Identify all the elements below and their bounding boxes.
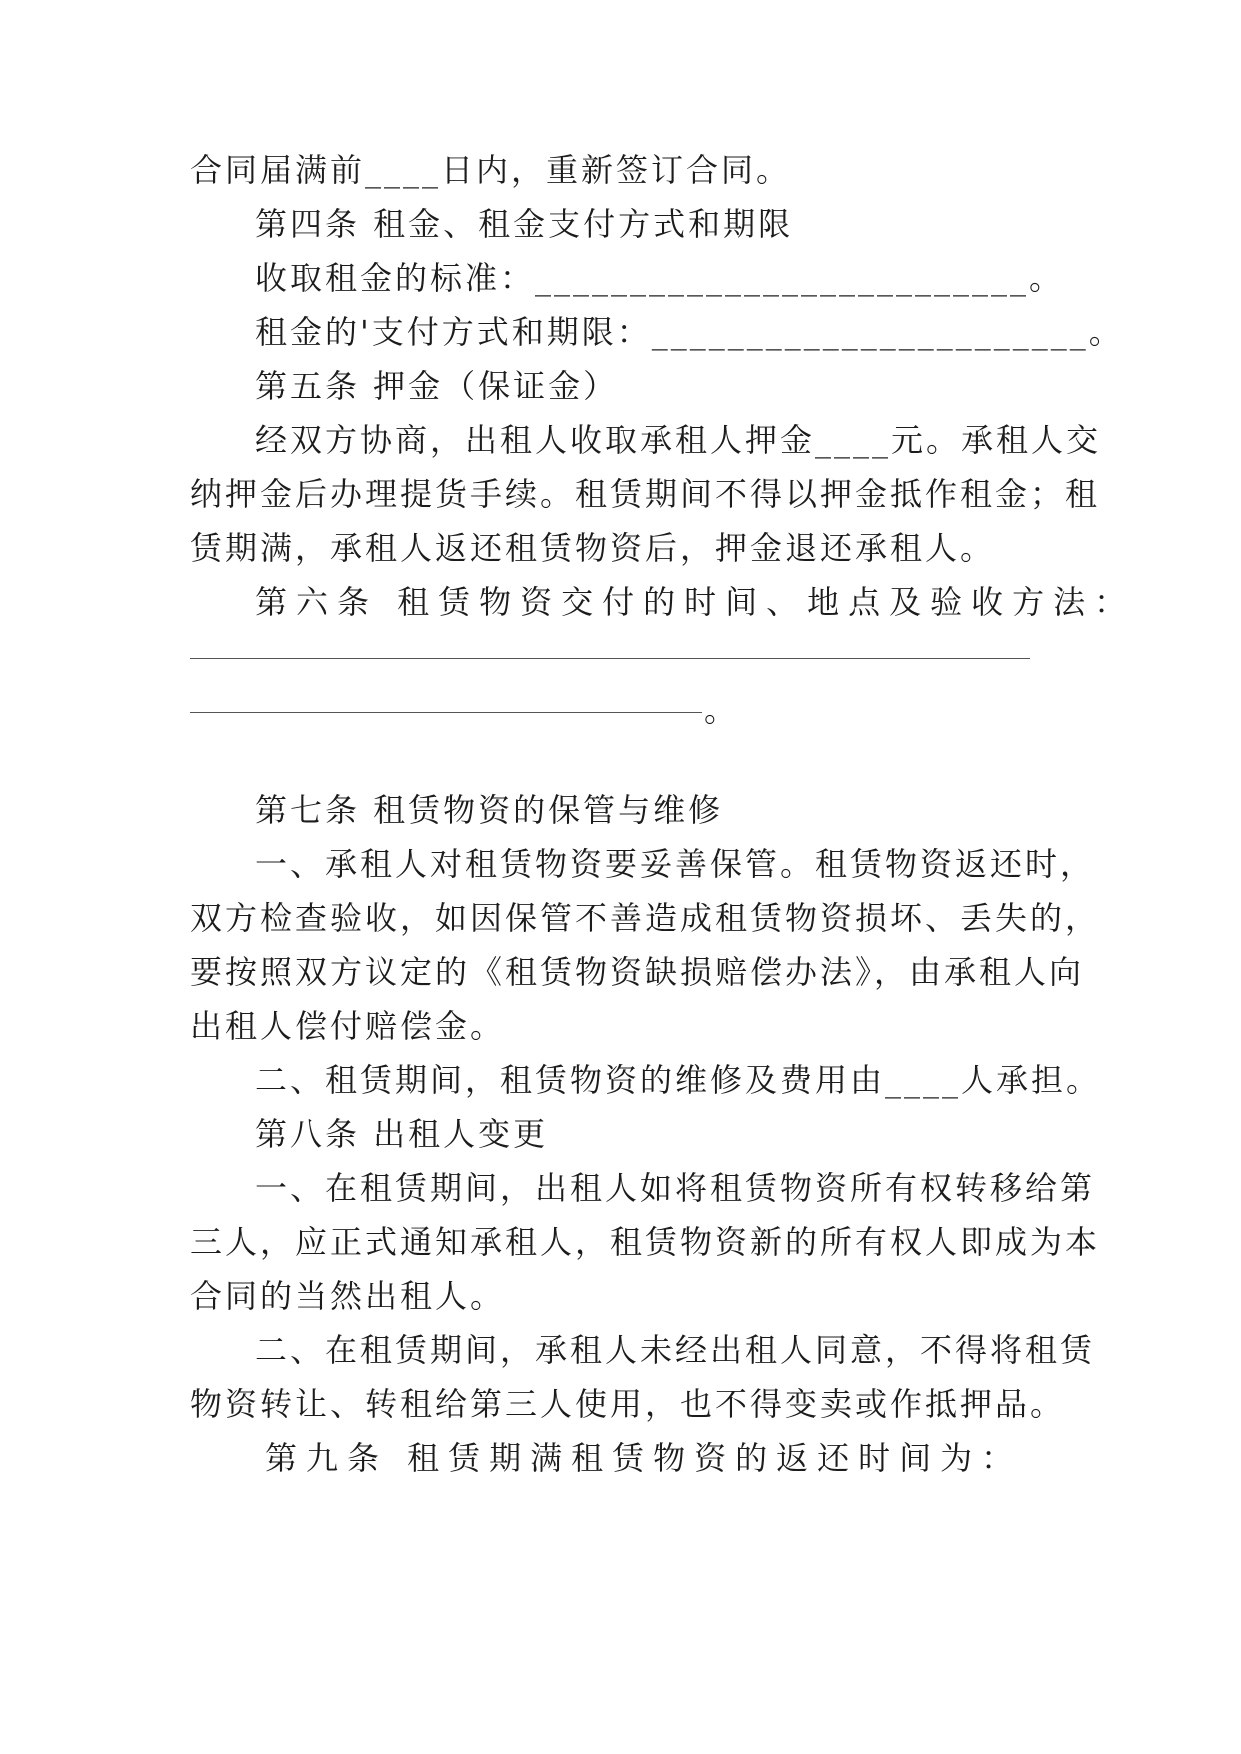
clause-5-heading: 第五条 押金（保证金） bbox=[255, 367, 619, 405]
custody-paragraph-line-3: 要按照双方议定的《租赁物资缺损赔偿办法》，由承租人向 bbox=[190, 953, 1085, 991]
lessor-change-line-1: 一、在租赁期间，出租人如将租赁物资所有权转移给第 bbox=[255, 1169, 1096, 1207]
custody-paragraph-line-4: 出租人偿付赔偿金。 bbox=[190, 1007, 506, 1045]
lessor-change-line-2: 三人，应正式通知承租人，租赁物资新的所有权人即成为本 bbox=[190, 1223, 1101, 1261]
rent-payment-line: 租金的'支付方式和期限：_______________________。 bbox=[255, 313, 1124, 351]
custody-paragraph-line-1: 一、承租人对租赁物资要妥善保管。租赁物资返还时， bbox=[255, 845, 1096, 883]
lessor-change-line-3: 合同的当然出租人。 bbox=[190, 1277, 506, 1315]
deposit-paragraph-line-1: 经双方协商，出租人收取承租人押金____元。承租人交 bbox=[255, 421, 1102, 459]
deposit-paragraph-line-2: 纳押金后办理提货手续。租赁期间不得以押金抵作租金；租 bbox=[190, 475, 1101, 513]
clause-7-heading: 第七条 租赁物资的保管与维修 bbox=[255, 791, 724, 829]
delivery-blank-line-1 bbox=[190, 658, 1030, 659]
rent-standard-line: 收取租金的标准：__________________________。 bbox=[255, 259, 1065, 297]
clause-3-renewal-text: 合同届满前____日内，重新签订合同。 bbox=[190, 151, 792, 189]
sublease-line-1: 二、在租赁期间，承租人未经出租人同意，不得将租赁 bbox=[255, 1331, 1096, 1369]
sublease-line-2: 物资转让、转租给第三人使用，也不得变卖或作抵押品。 bbox=[190, 1385, 1066, 1423]
clause-8-heading: 第八条 出租人变更 bbox=[255, 1115, 549, 1153]
delivery-blank-line-2 bbox=[190, 712, 702, 713]
custody-paragraph-line-2: 双方检查验收，如因保管不善造成租赁物资损坏、丢失的， bbox=[190, 899, 1101, 937]
clause-9-heading: 第九条 租赁期满租赁物资的返还时间为： bbox=[265, 1439, 1023, 1477]
maintenance-cost-line: 二、租赁期间，租赁物资的维修及费用由____人承担。 bbox=[255, 1061, 1102, 1099]
deposit-paragraph-line-3: 赁期满，承租人返还租赁物资后，押金退还承租人。 bbox=[190, 529, 996, 567]
clause-6-heading: 第六条 租赁物资交付的时间、地点及验收方法： bbox=[255, 583, 1136, 621]
delivery-blank-period: 。 bbox=[704, 691, 737, 729]
clause-4-heading: 第四条 租金、租金支付方式和期限 bbox=[255, 205, 794, 243]
